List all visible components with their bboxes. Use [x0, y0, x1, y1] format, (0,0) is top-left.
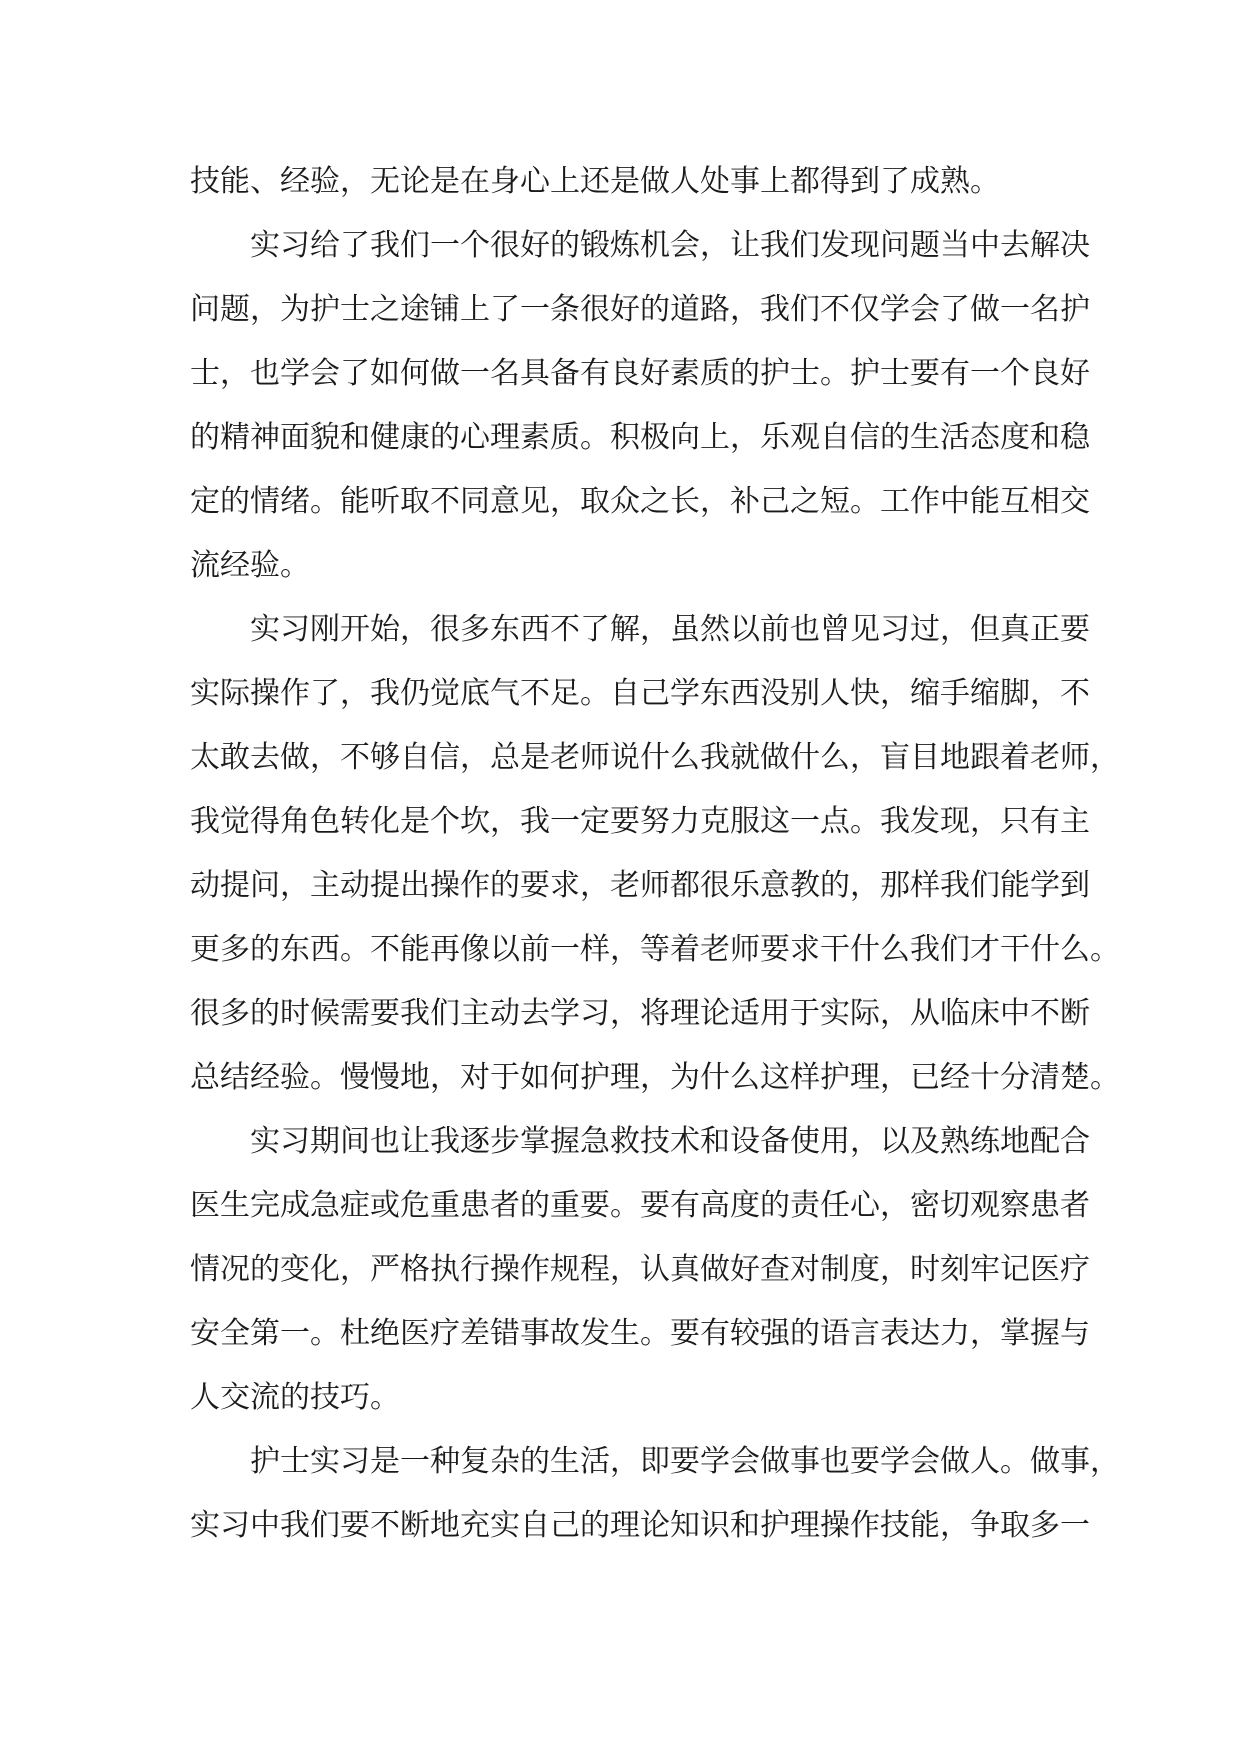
text-line: 实习给了我们一个很好的锻炼机会，让我们发现问题当中去解决: [250, 228, 1090, 263]
text-line: 我觉得角色转化是个坎，我一定要努力克服这一点。我发现，只有主: [190, 804, 1090, 839]
text-line: 情况的变化，严格执行操作规程，认真做好查对制度，时刻牢记医疗: [190, 1252, 1090, 1287]
text-line: 实习期间也让我逐步掌握急救技术和设备使用，以及熟练地配合: [250, 1124, 1090, 1159]
text-line: 护士实习是一种复杂的生活，即要学会做事也要学会做人。做事，: [250, 1444, 1120, 1479]
text-line: 总结经验。慢慢地，对于如何护理，为什么这样护理，已经十分清楚。: [190, 1060, 1120, 1095]
text-line: 太敢去做，不够自信，总是老师说什么我就做什么，盲目地跟着老师，: [190, 740, 1120, 775]
text-line: 安全第一。杜绝医疗差错事故发生。要有较强的语言表达力，掌握与: [190, 1316, 1090, 1351]
text-line: 实际操作了，我仍觉底气不足。自己学东西没别人快，缩手缩脚，不: [190, 676, 1090, 711]
text-line: 更多的东西。不能再像以前一样，等着老师要求干什么我们才干什么。: [190, 932, 1120, 967]
text-line: 实习中我们要不断地充实自己的理论知识和护理操作技能，争取多一: [190, 1508, 1090, 1543]
text-line: 动提问，主动提出操作的要求，老师都很乐意教的，那样我们能学到: [190, 868, 1090, 903]
text-line: 实习刚开始，很多东西不了解，虽然以前也曾见习过，但真正要: [250, 612, 1090, 647]
text-line: 很多的时候需要我们主动去学习，将理论适用于实际，从临床中不断: [190, 996, 1090, 1031]
text-line: 问题，为护士之途铺上了一条很好的道路，我们不仅学会了做一名护: [190, 292, 1090, 327]
text-line: 的精神面貌和健康的心理素质。积极向上，乐观自信的生活态度和稳: [190, 420, 1090, 455]
text-line: 流经验。: [190, 548, 310, 583]
text-line: 定的情绪。能听取不同意见，取众之长，补己之短。工作中能互相交: [190, 484, 1090, 519]
text-line: 医生完成急症或危重患者的重要。要有高度的责任心，密切观察患者: [190, 1188, 1090, 1223]
text-line: 人交流的技巧。: [190, 1380, 400, 1415]
body-text: [190, 150, 1120, 1558]
text-line: 技能、经验，无论是在身心上还是做人处事上都得到了成熟。: [190, 164, 1000, 199]
text-line: 士，也学会了如何做一名具备有良好素质的护士。护士要有一个良好: [190, 356, 1090, 391]
